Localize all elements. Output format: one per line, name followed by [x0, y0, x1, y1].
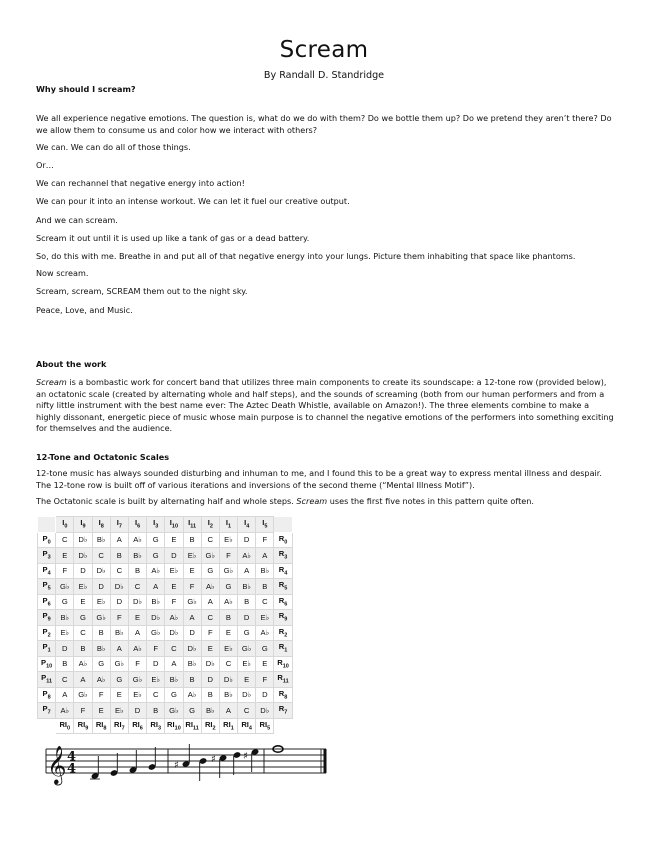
matrix-cell: E: [183, 563, 201, 579]
matrix-cell: G: [147, 548, 165, 564]
matrix-cell: G: [183, 703, 201, 719]
matrix-cell: F: [56, 563, 74, 579]
about-paragraph: [36, 377, 616, 435]
matrix-label: $RI_2$: [201, 718, 219, 734]
matrix-cell: B: [201, 687, 219, 703]
matrix-label: $R_7$: [274, 703, 292, 719]
matrix-label: $P_1$: [38, 641, 56, 657]
matrix-cell: A♭: [92, 672, 110, 688]
matrix-row: [38, 579, 293, 595]
matrix-cell: B: [128, 563, 146, 579]
matrix-cell: B♭: [110, 625, 128, 641]
matrix-cell: A♭: [56, 703, 74, 719]
matrix-cell: B: [183, 672, 201, 688]
sharp-accidental: ♯: [211, 754, 216, 765]
matrix-cell: A: [110, 641, 128, 657]
why-paragraph: We can rechannel that negative energy into action!: [36, 178, 245, 189]
matrix-cell: A: [110, 532, 128, 548]
matrix-cell: B♭: [128, 548, 146, 564]
note: [110, 753, 119, 777]
matrix-cell: E♭: [147, 672, 165, 688]
matrix-cell: D♭: [165, 625, 183, 641]
octatonic-text-end: uses the first five notes in this pattern quite often.: [327, 496, 534, 507]
matrix-cell: A♭: [256, 625, 274, 641]
matrix-cell: A: [56, 687, 74, 703]
matrix-cell: G♭: [147, 625, 165, 641]
matrix-label: $R_{10}$: [274, 656, 292, 672]
matrix-cell: A♭: [128, 532, 146, 548]
note: [233, 751, 242, 775]
twelve-tone-paragraph: 12-tone music has always sounded disturbing and inhuman to me, and I found this to be a great way to express mental illness and despair. The 12-tone row is built off of various iterations and inversions of the second theme (“Mental Illness Motif”).: [36, 468, 602, 490]
matrix-cell: F: [201, 625, 219, 641]
matrix-label: $RI_0$: [56, 718, 74, 734]
matrix-cell: A♭: [128, 641, 146, 657]
matrix-cell: D: [238, 532, 256, 548]
note: [199, 757, 208, 781]
matrix-label: $I_5$: [256, 517, 274, 533]
matrix-row: [38, 548, 293, 564]
matrix-cell: F: [110, 610, 128, 626]
matrix-cell: B: [238, 594, 256, 610]
document-title: Scream: [279, 37, 369, 63]
octatonic-text-start: The Octatonic scale is built by alternating half and whole steps.: [36, 496, 297, 507]
matrix-cell: D: [183, 625, 201, 641]
matrix-label: $RI_4$: [238, 718, 256, 734]
matrix-label: [274, 517, 292, 533]
matrix-cell: A♭: [238, 548, 256, 564]
matrix-cell: A♭: [219, 594, 237, 610]
matrix-cell: E♭: [110, 703, 128, 719]
matrix-label: $RI_1$: [219, 718, 237, 734]
matrix-label: $P_0$: [38, 532, 56, 548]
treble-clef-icon: 𝄞: [47, 745, 67, 784]
matrix-cell: B♭: [219, 687, 237, 703]
why-paragraph: We can pour it into an intense workout. We can let it fuel our creative output.: [36, 196, 350, 207]
section-heading-about: About the work: [36, 359, 107, 369]
matrix-cell: G♭: [74, 687, 92, 703]
matrix-cell: G♭: [238, 641, 256, 657]
matrix-label: $R_2$: [274, 625, 292, 641]
matrix-cell: B♭: [147, 594, 165, 610]
matrix-cell: D: [110, 594, 128, 610]
time-signature-top: 4: [67, 749, 77, 765]
matrix-cell: E♭: [128, 687, 146, 703]
matrix-cell: C: [74, 625, 92, 641]
matrix-cell: A: [74, 672, 92, 688]
note: [148, 747, 157, 771]
matrix-cell: A♭: [201, 579, 219, 595]
matrix-cell: G♭: [201, 548, 219, 564]
matrix-cell: G: [92, 656, 110, 672]
matrix-cell: D♭: [238, 687, 256, 703]
matrix-label: $R_0$: [274, 532, 292, 548]
twelve-tone-matrix: [37, 516, 293, 734]
matrix-label: $RI_5$: [256, 718, 274, 734]
matrix-cell: B: [110, 548, 128, 564]
matrix-cell: G♭: [183, 594, 201, 610]
matrix-row: [38, 594, 293, 610]
matrix-cell: F: [219, 548, 237, 564]
twelve-tone-paragraphs: [36, 468, 616, 508]
matrix-row: [38, 641, 293, 657]
matrix-row: [38, 625, 293, 641]
matrix-cell: A: [147, 579, 165, 595]
matrix-label: $I_2$: [201, 517, 219, 533]
matrix-label: $RI_3$: [147, 718, 165, 734]
matrix-row: [38, 563, 293, 579]
matrix-cell: D♭: [128, 594, 146, 610]
matrix-cell: G♭: [56, 579, 74, 595]
matrix-label: $P_7$: [38, 703, 56, 719]
matrix-row: [38, 703, 293, 719]
matrix-label: $RI_7$: [110, 718, 128, 734]
matrix-cell: D♭: [201, 656, 219, 672]
why-paragraph: So, do this with me. Breathe in and put all of that negative energy into your lungs. Picture them inhabiting that space like phantoms.: [36, 250, 576, 261]
matrix-label: $R_8$: [274, 687, 292, 703]
matrix-cell: B♭: [183, 656, 201, 672]
matrix-cell: E: [165, 579, 183, 595]
matrix-cell: E: [256, 656, 274, 672]
matrix-cell: A: [128, 625, 146, 641]
matrix-cell: G: [201, 563, 219, 579]
matrix-cell: D♭: [219, 672, 237, 688]
why-paragraph: And we can scream.: [36, 214, 118, 225]
matrix-cell: E♭: [219, 532, 237, 548]
matrix-cell: A: [201, 594, 219, 610]
matrix-label: $I_{11}$: [183, 517, 201, 533]
why-paragraph: Scream, scream, SCREAM them out to the night sky.: [36, 286, 248, 297]
matrix-label: $RI_{11}$: [183, 718, 201, 734]
matrix-label: $I_{10}$: [165, 517, 183, 533]
matrix-cell: F: [165, 594, 183, 610]
matrix-cell: B: [256, 579, 274, 595]
octatonic-work-title: Scream: [296, 496, 328, 507]
matrix-cell: B♭: [256, 563, 274, 579]
matrix-label: $P_2$: [38, 625, 56, 641]
matrix-cell: A: [256, 548, 274, 564]
matrix-row: [38, 656, 293, 672]
matrix-row: [38, 532, 293, 548]
matrix-cell: G♭: [219, 563, 237, 579]
matrix-label: $I_4$: [238, 517, 256, 533]
matrix-cell: E: [128, 610, 146, 626]
matrix-cell: B: [56, 656, 74, 672]
matrix-cell: D: [165, 548, 183, 564]
why-paragraphs: [36, 113, 616, 316]
matrix-cell: D: [128, 703, 146, 719]
matrix-label: $R_9$: [274, 610, 292, 626]
matrix-cell: D♭: [74, 548, 92, 564]
matrix-cell: G: [256, 641, 274, 657]
matrix-cell: D: [74, 563, 92, 579]
section-heading-12-tone: 12-Tone and Octatonic Scales: [36, 452, 170, 462]
matrix-cell: A: [183, 610, 201, 626]
matrix-cell: G♭: [92, 610, 110, 626]
matrix-cell: E: [56, 548, 74, 564]
matrix-cell: C: [56, 672, 74, 688]
section-heading-why: Why should I scream?: [36, 84, 136, 94]
matrix-label: $P_{11}$: [38, 672, 56, 688]
matrix-cell: A: [165, 656, 183, 672]
matrix-cell: B: [183, 532, 201, 548]
matrix-cell: G: [56, 594, 74, 610]
matrix-cell: E: [219, 625, 237, 641]
matrix-cell: D: [92, 579, 110, 595]
matrix-cell: E: [92, 703, 110, 719]
note: [251, 748, 260, 772]
matrix-label: $P_3$: [38, 548, 56, 564]
matrix-cell: F: [128, 656, 146, 672]
matrix-cell: F: [183, 579, 201, 595]
matrix-label: $I_8$: [92, 517, 110, 533]
matrix-label: $RI_6$: [128, 718, 146, 734]
matrix-cell: E♭: [183, 548, 201, 564]
matrix-cell: F: [74, 703, 92, 719]
matrix-label: $I_0$: [56, 517, 74, 533]
matrix-row: [38, 672, 293, 688]
matrix-cell: A♭: [74, 656, 92, 672]
matrix-label: $RI_8$: [92, 718, 110, 734]
matrix-cell: G♭: [128, 672, 146, 688]
matrix-cell: E♭: [56, 625, 74, 641]
matrix-cell: B♭: [92, 532, 110, 548]
matrix-header-row: [38, 517, 293, 533]
octatonic-paragraph: [36, 496, 616, 508]
matrix-cell: G: [74, 610, 92, 626]
matrix-label: $I_1$: [219, 517, 237, 533]
note: [219, 754, 228, 778]
matrix-cell: D♭: [92, 563, 110, 579]
matrix-cell: B: [74, 641, 92, 657]
matrix-row: [38, 610, 293, 626]
why-paragraph: Or…: [36, 160, 54, 171]
matrix-cell: E♭: [238, 656, 256, 672]
note: [182, 744, 191, 768]
matrix-cell: B♭: [165, 672, 183, 688]
matrix-label: $I_7$: [110, 517, 128, 533]
byline: By Randall D. Standridge: [263, 70, 385, 81]
matrix-label: $R_4$: [274, 563, 292, 579]
matrix-cell: E: [238, 672, 256, 688]
matrix-cell: B: [147, 703, 165, 719]
matrix-cell: E: [74, 594, 92, 610]
matrix-row: [38, 687, 293, 703]
matrix-cell: B: [219, 610, 237, 626]
matrix-cell: B♭: [92, 641, 110, 657]
about-work-title: Scream: [36, 377, 67, 387]
matrix-label: $P_9$: [38, 610, 56, 626]
matrix-cell: A♭: [183, 687, 201, 703]
matrix-cell: G: [238, 625, 256, 641]
octatonic-scale-staff: [36, 732, 336, 790]
matrix-label: $P_8$: [38, 687, 56, 703]
matrix-cell: B♭: [201, 703, 219, 719]
matrix-cell: B♭: [238, 579, 256, 595]
matrix-cell: E: [165, 532, 183, 548]
matrix-cell: F: [256, 532, 274, 548]
matrix-cell: C: [165, 641, 183, 657]
matrix-label: $P_{10}$: [38, 656, 56, 672]
matrix-label: $RI_{10}$: [165, 718, 183, 734]
why-paragraph: We all experience negative emotions. The question is, what do we do with them? Do we bottle them up? Do we pretend they aren’t there? Do we allow them to consume us and color how we interact with others?: [36, 113, 612, 135]
matrix-cell: C: [92, 548, 110, 564]
matrix-cell: E♭: [74, 579, 92, 595]
matrix-label: $I_9$: [74, 517, 92, 533]
matrix-cell: D♭: [110, 579, 128, 595]
matrix-cell: C: [56, 532, 74, 548]
matrix-cell: D♭: [147, 610, 165, 626]
note: [90, 756, 100, 780]
matrix-cell: C: [110, 563, 128, 579]
matrix-label: $I_6$: [128, 517, 146, 533]
matrix-cell: G♭: [110, 656, 128, 672]
matrix-cell: D: [201, 672, 219, 688]
matrix-cell: F: [92, 687, 110, 703]
matrix-cell: A: [238, 563, 256, 579]
sharp-accidental: ♯: [174, 760, 179, 771]
sharp-accidental: ♯: [243, 751, 248, 762]
note: [129, 750, 138, 774]
matrix-cell: F: [256, 672, 274, 688]
why-paragraph: Scream it out until it is used up like a tank of gas or a dead battery.: [36, 232, 310, 243]
matrix-cell: C: [238, 703, 256, 719]
time-signature-bottom: 4: [67, 761, 77, 777]
matrix-cell: C: [201, 532, 219, 548]
matrix-label: $P_6$: [38, 594, 56, 610]
about-text: is a bombastic work for concert band that utilizes three main components to create its soundscape: a 12-tone row (provided below), an octatonic scale (created by alternating whole and half steps), and the sounds of screaming (both from our human performers and from a nifty little instrument with the best name ever: The Aztec Death Whistle, available on Amazon!). The three elements combine to make a highly dissonant, energetic piece of music whose main purpose is to channel the negative emotions of the performers into something exciting for themselves and the audience.: [36, 377, 614, 434]
matrix-cell: B: [92, 625, 110, 641]
matrix-cell: G: [147, 532, 165, 548]
matrix-label: $R_1$: [274, 641, 292, 657]
matrix-cell: E♭: [219, 641, 237, 657]
matrix-cell: A♭: [165, 610, 183, 626]
matrix-label: [38, 517, 56, 533]
matrix-cell: F: [147, 641, 165, 657]
matrix-cell: E: [201, 641, 219, 657]
matrix-cell: D: [256, 687, 274, 703]
matrix-label: $R_3$: [274, 548, 292, 564]
matrix-cell: E♭: [92, 594, 110, 610]
matrix-label: $RI_9$: [74, 718, 92, 734]
staff-lines: [46, 749, 326, 773]
matrix-cell: C: [128, 579, 146, 595]
matrix-cell: D: [147, 656, 165, 672]
why-paragraph: We can. We can do all of those things.: [36, 142, 191, 153]
matrix-cell: A: [219, 703, 237, 719]
matrix-label: $R_5$: [274, 579, 292, 595]
matrix-cell: E♭: [165, 563, 183, 579]
matrix-cell: D♭: [256, 703, 274, 719]
matrix-label: $P_4$: [38, 563, 56, 579]
matrix-label: $P_5$: [38, 579, 56, 595]
matrix-cell: C: [256, 594, 274, 610]
matrix-cell: C: [147, 687, 165, 703]
matrix-cell: E: [110, 687, 128, 703]
matrix-cell: C: [201, 610, 219, 626]
matrix-cell: D: [56, 641, 74, 657]
matrix-label: $R_{11}$: [274, 672, 292, 688]
why-paragraph: Peace, Love, and Music.: [36, 304, 133, 315]
matrix-label: $I_3$: [147, 517, 165, 533]
matrix-label: $R_6$: [274, 594, 292, 610]
matrix-cell: G: [219, 579, 237, 595]
matrix-cell: C: [219, 656, 237, 672]
matrix-cell: G: [165, 687, 183, 703]
why-paragraph: Now scream.: [36, 268, 89, 279]
matrix-cell: D: [238, 610, 256, 626]
matrix-cell: D♭: [183, 641, 201, 657]
matrix-cell: G♭: [165, 703, 183, 719]
matrix-cell: B♭: [56, 610, 74, 626]
matrix-cell: E♭: [256, 610, 274, 626]
matrix-cell: A♭: [147, 563, 165, 579]
matrix-cell: G: [110, 672, 128, 688]
matrix-cell: D♭: [74, 532, 92, 548]
